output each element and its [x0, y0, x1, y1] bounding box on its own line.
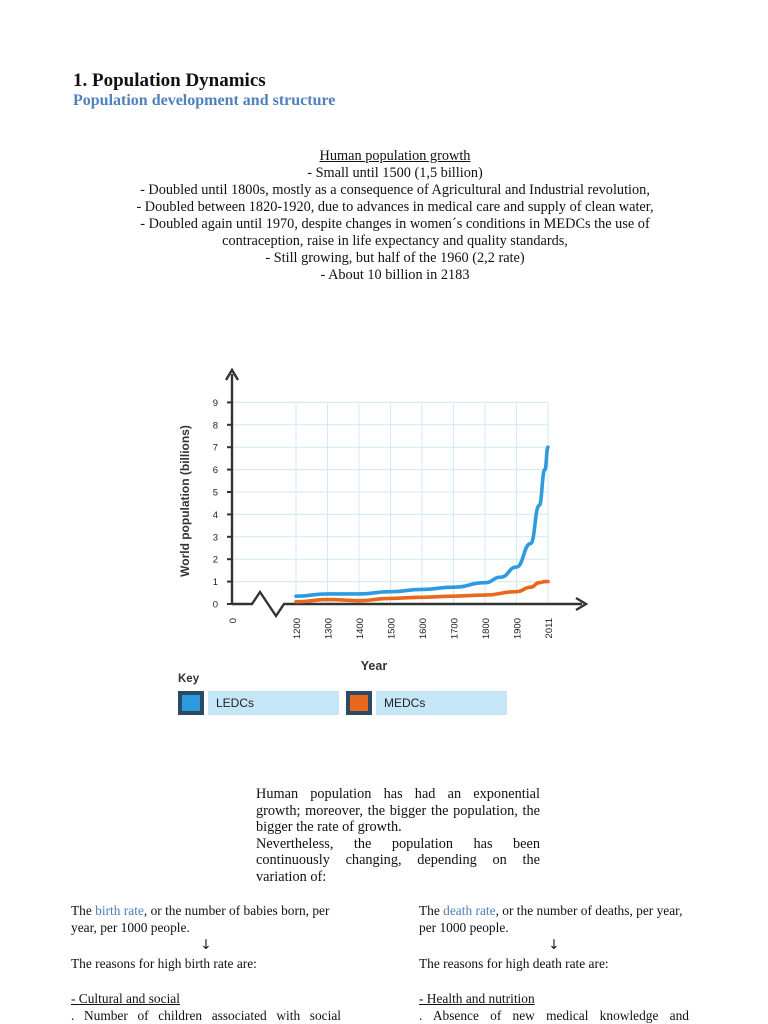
- down-arrow-icon: ↓: [200, 938, 212, 953]
- intro-line: - About 10 billion in 2183: [320, 267, 470, 283]
- y-tick-label: 9: [212, 397, 218, 409]
- x-tick-label: 1700: [449, 618, 461, 640]
- intro-line: contraception, raise in life expectancy and quality standards,: [222, 233, 568, 249]
- death-rate-term: death rate: [443, 903, 496, 918]
- chart-labels: [178, 398, 555, 673]
- birth-rate-column: [71, 902, 341, 1024]
- chart-key: [178, 673, 507, 715]
- intro-block: [100, 148, 690, 284]
- page-title: 1. Population Dynamics: [73, 70, 266, 91]
- intro-line: - Doubled until 1800s, mostly as a consequence of Agricultural and Industrial revolution,: [140, 182, 650, 198]
- y-tick-label: 1: [212, 577, 218, 589]
- x-tick-label: 1200: [292, 618, 303, 640]
- key-title: Key: [178, 673, 200, 685]
- birth-rate-reasons: The reasons for high birth rate are:: [71, 956, 257, 971]
- birth-rate-item: . Number of children associated with social: [71, 1008, 341, 1023]
- y-tick-label: 8: [212, 420, 218, 432]
- x-axis-title: Year: [360, 659, 388, 673]
- x-tick-label: 1800: [481, 618, 492, 640]
- x-tick-label: 2011: [544, 618, 555, 639]
- chart-axes: [226, 370, 586, 616]
- y-tick-label: 2: [212, 554, 218, 566]
- key-swatch-medcs: [350, 695, 368, 711]
- population-chart: [170, 360, 600, 730]
- birth-rate-section: - Cultural and social: [71, 991, 180, 1006]
- x-tick-label: 1400: [355, 618, 366, 640]
- intro-line: - Doubled between 1820-1920, due to advances in medical care and supply of clean water,: [136, 199, 654, 215]
- y-tick-label: 7: [212, 442, 218, 454]
- x-tick-label: 1500: [386, 618, 398, 640]
- death-rate-column: [419, 902, 689, 1024]
- intro-line: - Doubled again until 1970, despite changes in women´s conditions in MEDCs the use of: [140, 216, 650, 232]
- intro-title: Human population growth: [319, 148, 471, 164]
- intro-line: - Still growing, but half of the 1960 (2,2 rate): [265, 250, 525, 266]
- x-axis: [232, 592, 582, 616]
- page-subtitle: Population development and structure: [73, 92, 336, 109]
- key-item-label: MEDCs: [384, 696, 426, 710]
- x-tick-label: 1900: [512, 618, 524, 640]
- death-rate-definition: The death rate, or the number of deaths, per year, per 1000 people.: [419, 903, 683, 935]
- y-axis-title: World population (billions): [178, 425, 192, 577]
- x-tick-label: 1600: [418, 618, 429, 640]
- x-tick-label: 1300: [323, 618, 335, 640]
- body-paragraph-1: Human population has had an exponential growth; moreover, the bigger the population, the bigger the rate of growth.: [256, 786, 540, 835]
- down-arrow-icon: ↓: [548, 938, 560, 953]
- x-origin-label: 0: [228, 618, 239, 624]
- birth-rate-definition: The birth rate, or the number of babies born, per year, per 1000 people.: [71, 903, 330, 935]
- y-tick-label: 4: [212, 509, 218, 521]
- birth-rate-term: birth rate: [95, 903, 144, 918]
- death-rate-section: - Health and nutrition: [419, 991, 535, 1006]
- death-rate-reasons: The reasons for high death rate are:: [419, 956, 609, 971]
- body-paragraph: [256, 786, 540, 885]
- y-tick-label: 0: [212, 599, 218, 611]
- y-tick-label: 6: [212, 465, 218, 477]
- body-paragraph-2: Nevertheless, the population has been continuously changing, depending on the variation of:: [256, 835, 540, 885]
- key-swatch-ledcs: [182, 695, 200, 711]
- chart-grid: [232, 402, 548, 604]
- y-tick-label: 3: [212, 532, 218, 544]
- y-tick-label: 5: [212, 487, 218, 499]
- key-item-label: LEDCs: [216, 696, 255, 710]
- intro-line: - Small until 1500 (1,5 billion): [307, 165, 483, 181]
- death-rate-item: . Absence of new medical knowledge and: [419, 1008, 689, 1023]
